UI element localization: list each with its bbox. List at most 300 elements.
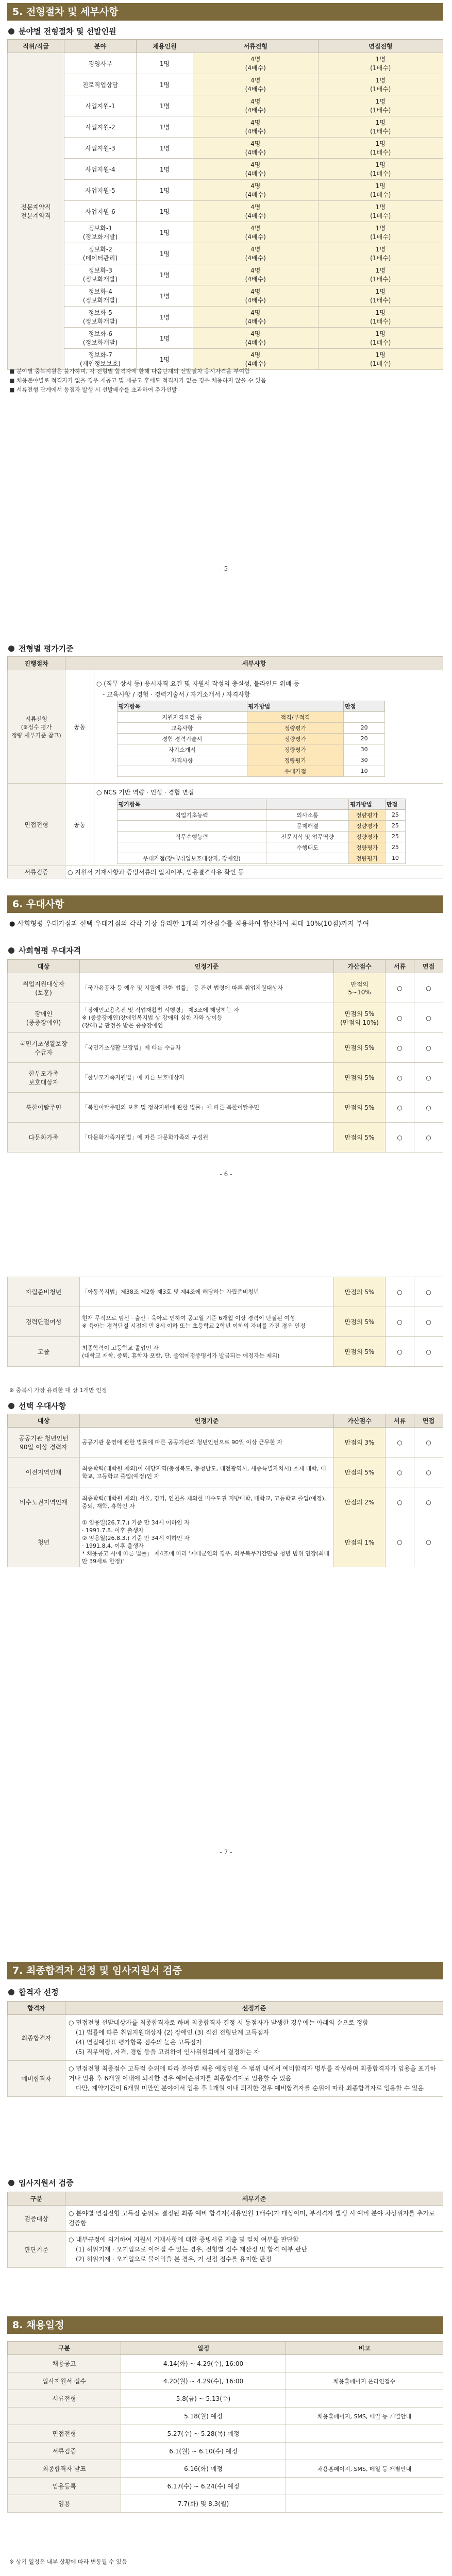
doc-mark: ○ (386, 1003, 414, 1033)
hire-count: 1명 (137, 116, 193, 138)
doc-multiple: (4배수) (245, 297, 266, 304)
table-row (118, 820, 406, 831)
table-row (8, 2460, 443, 2478)
table-row (8, 2443, 443, 2460)
table-row (8, 1093, 443, 1123)
doc-count: 4명 (250, 288, 261, 295)
subheading-text: 사회형평 우대자격 (19, 946, 81, 955)
bullet-icon: ■ (9, 368, 16, 375)
int-mark: ○ (414, 1093, 443, 1123)
inner-header: 평가방법 (349, 799, 386, 809)
target-cell: 북한이탈주민 (8, 1093, 80, 1123)
criteria-text: 면접전형 선발대상자를 최종합격자로 하며 최종합격자 결정 시 동점자가 발생한 경우에는 아래의 순으로 정함 (76, 2019, 369, 2026)
criteria-line (69, 2047, 440, 2057)
col-header: 합격자 (8, 2002, 65, 2015)
note-item (9, 385, 442, 395)
doc-mark: ○ (386, 1307, 414, 1337)
schedule-item: 서류전형 (8, 2390, 121, 2408)
schedule-note: 채용홈페이지, SMS, 메일 등 개별안내 (286, 2408, 443, 2425)
int-stage (318, 74, 443, 95)
doc-multiple: (4배수) (245, 128, 266, 135)
inner-cell: 정량평가 (349, 853, 386, 863)
col-header: 인정기준 (80, 1414, 334, 1428)
schedule-date: 7.7(화) 및 8.3(월) (121, 2495, 286, 2513)
criteria-cell: 현재 무직으로 임신 · 출산 · 육아로 인하여 공고일 기준 6개월 이상 경력이 단절된 여성 ※ 육아는 경력단절 시점에 만 8세 이하 또는 초등학교 2학년 이하의 자녀를 가진 경우 인정 (80, 1307, 334, 1337)
table-row (8, 2478, 443, 2495)
int-multiple: (1배수) (370, 318, 391, 325)
bullet-icon (8, 1989, 14, 1995)
col-header: 서류 (386, 960, 414, 973)
int-multiple: (1배수) (370, 233, 391, 241)
doc-multiple: (4배수) (245, 212, 266, 219)
doc-stage (193, 243, 319, 264)
table-row (118, 733, 385, 744)
doc-count: 4명 (250, 182, 261, 190)
field-name: 정보화-2 (데이터관리) (64, 243, 137, 264)
int-stage (318, 53, 443, 74)
int-count: 1명 (375, 225, 386, 232)
points-cell: 만점의 5% (334, 1458, 386, 1487)
table-row (8, 1517, 443, 1567)
verify-target-label: 검증대상 (8, 2206, 65, 2232)
table-row (8, 201, 443, 222)
int-mark: ○ (414, 1277, 443, 1307)
doc-line2: 교육사항 / 경험 · 경력기술서 / 자기소개서 / 자격사항 (107, 690, 250, 698)
doc-stage (193, 307, 319, 328)
doc-multiple: (4배수) (245, 64, 266, 72)
inner-cell: 정량평가 (247, 744, 344, 755)
page-number: - 6 - (220, 1171, 232, 1178)
verify-text: 지원서 기재사항과 증빙서류의 일치여부, 임용결격사유 확인 등 (75, 869, 244, 876)
criteria-line (69, 2245, 440, 2255)
int-count: 1명 (375, 140, 386, 147)
col-header: 면접 (414, 960, 443, 973)
doc-count: 4명 (250, 330, 261, 337)
table-row (8, 1277, 443, 1307)
doc-stage (193, 222, 319, 243)
inner-cell (118, 766, 247, 776)
field-name: 진로직업상담 (64, 74, 137, 95)
position-group: 전문계약직 전문계약직 (8, 53, 64, 370)
int-multiple: (1배수) (370, 128, 391, 135)
eval-table: 진행절차 세부사항 서류전형 (※접수 평가 정량 세부기준 참고) 공통 ○ (직무 상시 등) 응시자격 요건 및 지원서 작성의 충실성, 블라인드 위배 등 - 교육사항 / 경험 · 경력기술서 / 자기소개서 / 자격사항 평가항목 평가방법 만점 지원자격요건 등 적격/부적격 교육사항 정량평가 20 경험·경력기술서 정량평가 20 자기소개서 정량평가 30 자격사항 정량평가 30 우대가점 10 면접전형 공통 ○ NCS 기반 역량 · 인성 · 경험 면접 평가항목 평가방법 만점 직업기초능력 의사소통 정량평가 25 문제해결 정량평가 25 직무수행능력 전문지식 및 업무역량 정량평가 25 수행태도 정량평가 25 우대가점(장애/취업보호대상자, 장애인) 정량평가 10 서류검증 ○ 지원서 기재사항과 증빙서류의 일치여부, 임용결격사유 확인 등 (7, 656, 443, 878)
inner-cell: 20 (344, 722, 385, 733)
int-count: 1명 (375, 98, 386, 105)
criteria-cell: 최종학력(대학원 제외)이 해당지역(충청북도, 충청남도, 대전광역시, 세종특별자치시) 소재 대학, 대학교, 고등학교 졸업(예정)인 자 (80, 1458, 334, 1487)
criteria-text: (2) 허위기재 · 오기입으로 불이익을 본 경우, 기 선정 점수를 유지한 판정 (76, 2256, 272, 2263)
bullet-icon: ■ (9, 386, 16, 393)
criteria-cell: ① 임용일(26.7.7.) 기준 만 34세 이하인 자 · 1991.7.8. 이후 출생자 ② 임용일(26.8.3.) 기준 만 34세 이하인 자 · 1991.8.4. 이후 출생자 * 채용공고 시에 따른 법률」 제4조에 따라 '제대군인의 경우, 의무복무기간만큼 청년 범위 연장(최대 만 39세로 한정)' (80, 1517, 334, 1567)
col-header: 가산점수 (334, 960, 386, 973)
criteria-text: 다만, 계약기간이 6개월 미만인 분야에서 임용 후 1개월 이내 퇴직한 경우 예비합격자를 순위에 따라 최종합격자로 임용할 수 있음 (76, 2084, 424, 2092)
schedule-date: 5.27(수) ~ 5.28(목) 예정 (121, 2425, 286, 2443)
criteria-cell: 공공기관 운영에 관한 법률에 따른 공공기관의 청년인턴으로 90일 이상 근무한 자 (80, 1428, 334, 1458)
doc-kind: 공통 (65, 670, 94, 784)
inner-cell (118, 842, 266, 853)
doc-criteria-table (117, 701, 385, 777)
criteria-cell: 「다문화가족지원법」에 따른 다문화가족의 구성원 (80, 1123, 334, 1153)
table-row (8, 973, 443, 1003)
schedule-item: 최종합격자 발표 (8, 2460, 121, 2478)
hire-count: 1명 (137, 159, 193, 180)
doc-multiple: (4배수) (245, 233, 266, 241)
int-stage (318, 328, 443, 349)
table-row (8, 222, 443, 243)
inner-cell: 우대가점 (247, 766, 344, 776)
note-text: 채용분야별로 적격자가 없을 경우 재공고 및 재공고 후에도 적격자가 없는 경우 채용하지 않을 수 있음 (16, 377, 266, 384)
subheading-fields (8, 26, 116, 37)
int-count: 1명 (375, 309, 386, 316)
int-kind: 공통 (65, 784, 94, 866)
pass-table (7, 2001, 443, 2097)
doc-mark: ○ (386, 1063, 414, 1093)
int-multiple: (1배수) (370, 276, 391, 283)
inner-cell: 정량평가 (247, 733, 344, 744)
inner-cell: 25 (385, 820, 405, 831)
inner-cell: 정량평가 (247, 722, 344, 733)
int-count: 1명 (375, 330, 386, 337)
selection-table (7, 39, 443, 370)
doc-mark: ○ (386, 1487, 414, 1517)
int-mark: ○ (414, 973, 443, 1003)
doc-label: 서류전형 (※접수 평가 정량 세부기준 참고) (8, 670, 65, 784)
section-title-5: 5. 전형절차 및 세부사항 (7, 3, 443, 21)
subheading-text: 분야별 전형절차 및 선발인원 (19, 27, 116, 36)
col-header: 구분 (8, 2192, 65, 2206)
doc-mark: ○ (386, 973, 414, 1003)
int-mark: ○ (414, 1063, 443, 1093)
note-text: 서류전형 단계에서 동점자 발생 시 선발배수를 초과하여 추가선발 (16, 386, 177, 393)
int-stage (318, 222, 443, 243)
inner-cell: 25 (385, 809, 405, 820)
bullet-icon: ■ (9, 377, 16, 384)
target-cell: 다문화가족 (8, 1123, 80, 1153)
doc-stage (193, 159, 319, 180)
inner-cell: 지원자격요건 등 (118, 711, 247, 722)
doc-multiple: (4배수) (245, 318, 266, 325)
schedule-item: 입사지원서 접수 (8, 2372, 121, 2390)
points-cell: 만점의 1% (334, 1517, 386, 1567)
doc-multiple: (4배수) (245, 255, 266, 262)
points-cell: 만점의 5~10% (334, 973, 386, 1003)
criteria-text: (1) 법률에 따른 취업지원대상자 (2) 장애인 (3) 직전 전형단계 고득점자 (76, 2029, 270, 2036)
criteria-line (69, 2255, 440, 2264)
note-item (9, 376, 442, 385)
circle-bullet: ○ (69, 2065, 76, 2072)
doc-multiple: (4배수) (245, 276, 266, 283)
criteria-cell: 「한부모가족지원법」에 따른 보호대상자 (80, 1063, 334, 1093)
int-mark: ○ (414, 1307, 443, 1337)
col-header: 직위/직급 (8, 40, 64, 53)
int-mark: ○ (414, 1123, 443, 1153)
target-cell: 이전지역인재 (8, 1458, 80, 1487)
inner-cell (344, 711, 385, 722)
doc-mark: ○ (386, 1033, 414, 1063)
target-cell: 장애인 (중증장애인) (8, 1003, 80, 1033)
table-row (8, 2355, 443, 2372)
points-cell: 만점의 5% (334, 1093, 386, 1123)
verify-judge-label: 판단기준 (8, 2232, 65, 2268)
inner-header: 평가항목 (118, 701, 247, 711)
table-row (8, 159, 443, 180)
field-name: 정보화-3 (정보화개발) (64, 264, 137, 285)
table-row (8, 328, 443, 349)
criteria-line (69, 2038, 440, 2047)
table-row (8, 1003, 443, 1033)
int-multiple: (1배수) (370, 170, 391, 177)
field-name: 정보화-5 (정보화개발) (64, 307, 137, 328)
schedule-note (286, 2355, 443, 2372)
int-count: 1명 (375, 204, 386, 211)
hire-count: 1명 (137, 201, 193, 222)
circle-bullet: ○ (69, 2019, 76, 2026)
hire-count: 1명 (137, 180, 193, 201)
field-name: 정보화-4 (정보화개발) (64, 285, 137, 307)
doc-stage (193, 285, 319, 307)
subheading-text: 합격자 선정 (19, 1988, 59, 1997)
bullet-icon (8, 28, 14, 35)
table-row (118, 831, 406, 842)
criteria-cell: 「북한이탈주민의 보호 및 정착지원에 관한 법률」에 따른 북한이탈주민 (80, 1093, 334, 1123)
table-row (8, 1458, 443, 1487)
criteria-text: (1) 허위기재 · 오기입으로 이어질 수 있는 경우, 전형별 점수 재산정 및 합격 여부 판단 (76, 2246, 307, 2253)
hire-count: 1명 (137, 243, 193, 264)
col-header: 일정 (121, 2342, 286, 2355)
target-cell: 한부모가족 보호대상자 (8, 1063, 80, 1093)
doc-stage (193, 201, 319, 222)
field-name: 경영사무 (64, 53, 137, 74)
inner-cell: 교육사항 (118, 722, 247, 733)
circle-bullet: ○ (69, 2236, 76, 2243)
schedule-date: 5.8(금) ~ 5.13(수) (121, 2390, 286, 2408)
section-title-7: 7. 최종합격자 선정 및 임사지원서 검증 (7, 1962, 443, 1979)
inner-cell: 25 (385, 842, 405, 853)
int-mark: ○ (414, 1487, 443, 1517)
hire-count: 1명 (137, 138, 193, 159)
int-multiple: (1배수) (370, 107, 391, 114)
schedule-table (7, 2341, 443, 2513)
inner-cell: 의사소통 (266, 809, 349, 820)
doc-count: 4명 (250, 56, 261, 63)
inner-cell: 정량평가 (349, 809, 386, 820)
int-stage (318, 180, 443, 201)
criteria-text: 내부규정에 의거하여 지원서 기재사항에 대한 증빙서류 제출 및 일치 여부를 판단함 (76, 2236, 299, 2243)
criteria-line (69, 2018, 440, 2028)
inner-cell: 문제해결 (266, 820, 349, 831)
inner-cell: 20 (344, 733, 385, 744)
schedule-note: 채용홈페이지, SMS, 메일 등 개별안내 (286, 2460, 443, 2478)
doc-count: 4명 (250, 225, 261, 232)
col-header: 대상 (8, 1414, 80, 1428)
points-cell: 만점의 5% (만점의 10%) (334, 1003, 386, 1033)
hire-count: 1명 (137, 285, 193, 307)
doc-count: 4명 (250, 267, 261, 274)
int-line1: NCS 기반 역량 · 인성 · 경험 면접 (104, 788, 194, 796)
criteria-text: (4) 면접예정표 평가항목 점수의 높은 고득점자 (76, 2039, 202, 2046)
col-header: 채용인원 (137, 40, 193, 53)
doc-stage (193, 138, 319, 159)
points-cell: 만점의 5% (334, 1123, 386, 1153)
criteria-line (69, 2235, 440, 2245)
doc-count: 4명 (250, 246, 261, 253)
target-cell: 공공기관 청년인턴 90일 이상 경력자 (8, 1428, 80, 1458)
s6-intro-text: 사회형평 우대가점과 선택 우대가점의 각각 가장 유리한 1개의 가산점수를 적용하여 합산하여 최대 10%(10점)까지 부여 (17, 920, 370, 928)
inner-cell: 30 (344, 744, 385, 755)
col-header: 분야 (64, 40, 137, 53)
doc-mark: ○ (386, 1093, 414, 1123)
col-header: 대상 (8, 960, 80, 973)
schedule-item (8, 2408, 121, 2425)
s6-intro: ● 사회형평 우대가점과 선택 우대가점의 각각 가장 유리한 1개의 가산점수를 적용하여 합산하여 최대 10%(10점)까지 부여 (9, 920, 370, 928)
inner-cell: 직무수행능력 (118, 831, 266, 842)
table-row (8, 53, 443, 74)
subheading-text: 임사지원서 검증 (19, 2178, 74, 2188)
verify-label: 서류검증 (8, 866, 65, 878)
schedule-date: 4.20(월) ~ 4.29(수), 16:00 (121, 2372, 286, 2390)
doc-mark: ○ (386, 1458, 414, 1487)
schedule-date: 6.1(월) ~ 6.10(수) 예정 (121, 2443, 286, 2460)
hire-count: 1명 (137, 328, 193, 349)
hire-count: 1명 (137, 349, 193, 370)
schedule-date: 6.17(수) ~ 6.24(수) 예정 (121, 2478, 286, 2495)
doc-stage (193, 74, 319, 95)
int-stage (318, 264, 443, 285)
bullet-icon (8, 947, 14, 954)
col-header: 면접 (414, 1414, 443, 1428)
table-row (8, 2425, 443, 2443)
inner-cell: 수행태도 (266, 842, 349, 853)
int-multiple: (1배수) (370, 191, 391, 198)
optional-table (7, 1414, 443, 1567)
doc-multiple: (4배수) (245, 170, 266, 177)
target-cell: 비수도권지역인재 (8, 1487, 80, 1517)
section5-notes (9, 367, 442, 395)
int-stage (318, 159, 443, 180)
table-row (118, 722, 385, 733)
inner-header: 평가항목 (118, 799, 266, 809)
points-cell: 만점의 5% (334, 1063, 386, 1093)
hire-count: 1명 (137, 95, 193, 116)
schedule-note (286, 2425, 443, 2443)
int-mark: ○ (414, 1458, 443, 1487)
int-stage (318, 285, 443, 307)
s8-note: ※ 상기 일정은 내부 상황에 따라 변동될 수 있음 (9, 2558, 127, 2565)
table-row (118, 809, 406, 820)
schedule-note (286, 2495, 443, 2513)
subheading-eval (8, 643, 74, 654)
table-row (118, 842, 406, 853)
criteria-line (69, 2064, 440, 2083)
col-header: 세부기준 (65, 2192, 443, 2206)
table-row (118, 755, 385, 766)
subheading-optional (8, 1400, 66, 1411)
doc-count: 4명 (250, 77, 261, 84)
table-row (8, 180, 443, 201)
col-header: 서류 (386, 1414, 414, 1428)
table-row (118, 744, 385, 755)
schedule-date: 5.18(월) 예정 (121, 2408, 286, 2425)
inner-cell: 10 (385, 853, 405, 863)
doc-count: 4명 (250, 161, 261, 168)
field-name: 사업지원-4 (64, 159, 137, 180)
table-row (8, 1428, 443, 1458)
int-label: 면접전형 (8, 784, 65, 866)
social-table-cont (7, 1277, 443, 1367)
col-header: 선정기준 (65, 2002, 443, 2015)
note-item (9, 367, 442, 376)
table-row (8, 1063, 443, 1093)
points-cell: 만점의 5% (334, 1307, 386, 1337)
section-title-8: 8. 채용일정 (7, 2316, 443, 2334)
schedule-item: 면접전형 (8, 2425, 121, 2443)
int-multiple: (1배수) (370, 86, 391, 93)
schedule-item: 임용등록 (8, 2478, 121, 2495)
table-row (8, 1337, 443, 1367)
page-number: - 5 - (220, 565, 232, 572)
doc-mark: ○ (386, 1277, 414, 1307)
doc-multiple: (4배수) (245, 191, 266, 198)
inner-cell: 정량평가 (349, 842, 386, 853)
int-count: 1명 (375, 161, 386, 168)
hire-count: 1명 (137, 74, 193, 95)
target-cell: 청년 (8, 1517, 80, 1567)
col-header: 세부사항 (65, 657, 443, 670)
inner-cell (266, 853, 349, 863)
doc-multiple: (4배수) (245, 107, 266, 114)
inner-cell: 30 (344, 755, 385, 766)
bullet-icon (8, 2180, 14, 2186)
inner-cell: 적격/부적격 (247, 711, 344, 722)
int-mark: ○ (414, 1428, 443, 1458)
doc-count: 4명 (250, 351, 261, 359)
table-row (8, 74, 443, 95)
hire-count: 1명 (137, 222, 193, 243)
schedule-note (286, 2478, 443, 2495)
doc-mark: ○ (386, 1123, 414, 1153)
criteria-text: (5) 직무역량, 자격, 경험 등을 고려하여 인사위원회에서 결정하는 자 (76, 2048, 260, 2056)
int-count: 1명 (375, 267, 386, 274)
criteria-cell: 「장애인고용촉진 및 직업재활법 시행령」 제3조에 해당하는 자 ※ (중증장애인)장애인복지법 상 장애의 심한 자와 상이등 (장해)급 판정을 받은 중증장애인 (80, 1003, 334, 1033)
doc-multiple: (4배수) (245, 360, 266, 367)
table-row (8, 1123, 443, 1153)
subheading-text: 선택 우대사항 (19, 1401, 66, 1411)
table-row (8, 138, 443, 159)
subheading-social (8, 945, 81, 956)
int-multiple: (1배수) (370, 360, 391, 367)
doc-multiple: (4배수) (245, 86, 266, 93)
bullet-icon (8, 646, 14, 652)
final-criteria (65, 2015, 443, 2061)
field-name: 사업지원-3 (64, 138, 137, 159)
table-row (8, 95, 443, 116)
doc-mark: ○ (386, 1337, 414, 1367)
doc-mark: ○ (386, 1517, 414, 1567)
social-table (7, 959, 443, 1153)
col-header: 구분 (8, 2342, 121, 2355)
int-count: 1명 (375, 288, 386, 295)
table-row (8, 2390, 443, 2408)
table-row (8, 2495, 443, 2513)
int-multiple: (1배수) (370, 149, 391, 156)
int-multiple: (1배수) (370, 255, 391, 262)
int-stage (318, 201, 443, 222)
int-mark: ○ (414, 1033, 443, 1063)
table-row (8, 2408, 443, 2425)
doc-multiple: (4배수) (245, 149, 266, 156)
int-mark: ○ (414, 1517, 443, 1567)
col-header: 가산점수 (334, 1414, 386, 1428)
inner-cell: 정량평가 (349, 831, 386, 842)
